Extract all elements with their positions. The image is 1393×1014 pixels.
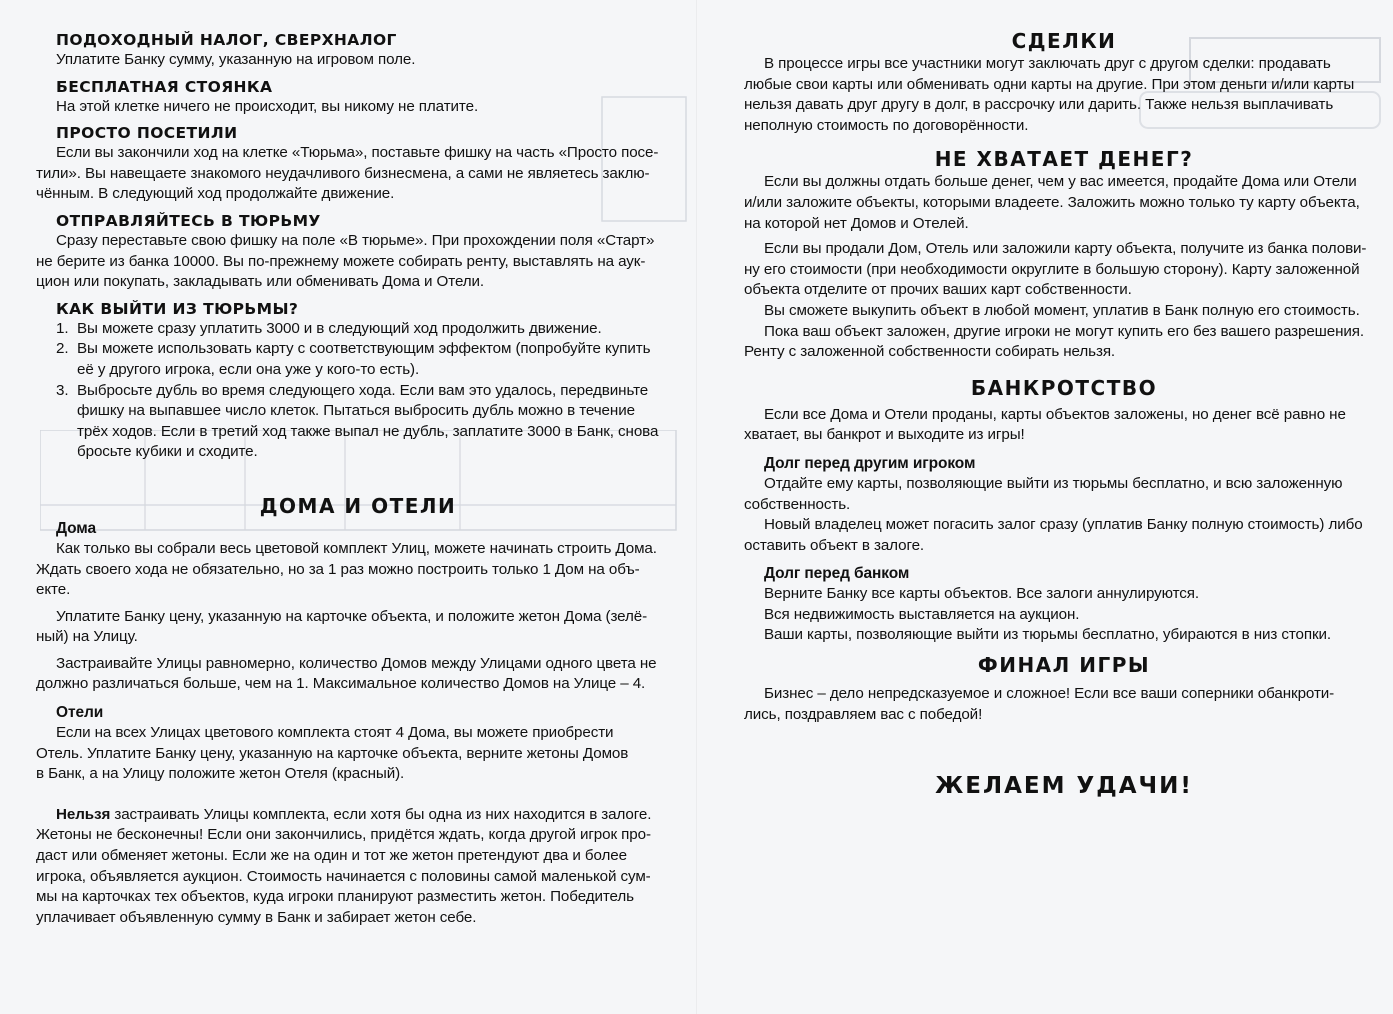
list-item bbox=[36, 381, 680, 463]
bankruptcy-line: хватает, вы банкрот и выходите из игры! bbox=[744, 426, 1025, 444]
left-page bbox=[36, 0, 680, 1014]
right-page bbox=[744, 0, 1384, 1014]
go-to-jail-line: Сразу переставьте свою фишку на поле «В тюрьме». При прохождении поля «Старт» bbox=[56, 231, 655, 249]
bankruptcy-line: Верните Банку все карты объектов. Все залоги аннулируются. bbox=[764, 585, 1199, 603]
section-heading-deals: СДЕЛКИ bbox=[1011, 29, 1117, 53]
list-line: её у другого игрока, если она уже у кого-то есть). bbox=[77, 360, 420, 378]
list-number: 1. bbox=[56, 319, 69, 337]
list-line: Вы можете сразу уплатить 3000 и в следующий ход продолжить движение. bbox=[77, 319, 602, 337]
page-fold bbox=[696, 0, 698, 1014]
subheading-hotels: Отели bbox=[56, 704, 104, 722]
no-money-line: Если вы должны отдать больше денег, чем у вас имеется, продайте Дома или Отели bbox=[764, 173, 1357, 191]
go-to-jail-line: не берите из банка 10000. Вы по-прежнему можете собирать ренту, выставлять на аук- bbox=[36, 252, 646, 270]
section-heading-no-money: НЕ ХВАТАЕТ ДЕНЕГ? bbox=[934, 147, 1194, 172]
deals-line: любые свои карты или обменивать одни карты на другие. При этом деньги и/или карты bbox=[744, 75, 1355, 93]
deals-line: В процессе игры все участники могут заключать друг с другом сделки: продавать bbox=[764, 55, 1331, 72]
hotels-line: Отель. Уплатите Банку цену, указанную на карточке объекта, верните жетоны Домов bbox=[36, 744, 629, 762]
parking-text: На этой клетке ничего не происходит, вы никому не платите. bbox=[56, 97, 479, 115]
no-money-line: и/или заложите объекты, которыми владеете. Заложить можно только ту карту объекта, bbox=[744, 193, 1360, 211]
leave-jail-list bbox=[36, 319, 680, 463]
mortgage-bold-word: Нельзя bbox=[56, 805, 111, 823]
houses-line: ный) на Улицу. bbox=[36, 628, 138, 646]
houses-line: должно различаться больше, чем на 1. Максимальное количество Домов на Улице – 4. bbox=[36, 675, 646, 693]
list-line: бросьте кубики и сходите. bbox=[77, 443, 258, 461]
visit-line: тили». Вы навещаете знакомого неудачливого бизнесмена, а сами не являетесь заклю- bbox=[36, 164, 650, 182]
deals-line: неполную стоимость по договорённости. bbox=[744, 116, 1029, 134]
no-money-line: на которой нет Домов и Отелей. bbox=[744, 214, 969, 232]
hotels-line: в Банк, а на Улицу положите жетон Отеля (красный). bbox=[36, 765, 405, 783]
good-luck-heading: ЖЕЛАЕМ УДАЧИ! bbox=[935, 773, 1193, 800]
subheading-houses: Дома bbox=[56, 519, 96, 537]
mortgage-line: игрока, объявляется аукцион. Стоимость начинается с половины самой маленькой сум- bbox=[36, 867, 651, 885]
list-item bbox=[36, 319, 680, 340]
bankruptcy-line: оставить объект в залоге. bbox=[744, 536, 925, 554]
bankruptcy-line: Ваши карты, позволяющие выйти из тюрьмы бесплатно, убираются в низ стопки. bbox=[764, 626, 1332, 644]
mortgage-line: мы на карточках тех объектов, куда игроки планируют разместить жетон. Победитель bbox=[36, 888, 634, 906]
final-line: Бизнес – дело непредсказуемое и сложное! Если все ваши соперники обанкроти- bbox=[764, 685, 1335, 703]
section-heading-houses-hotels: ДОМА И ОТЕЛИ bbox=[259, 493, 457, 518]
bankruptcy-line: Если все Дома и Отели проданы, карты объектов заложены, но денег всё равно не bbox=[764, 405, 1346, 423]
hotels-line: Если на всех Улицах цветового комплекта стоят 4 Дома, вы можете приобрести bbox=[56, 724, 614, 742]
section-heading-parking: БЕСПЛАТНАЯ СТОЯНКА bbox=[56, 77, 273, 96]
section-heading-final: ФИНАЛ ИГРЫ bbox=[977, 653, 1151, 678]
mortgage-line bbox=[36, 805, 680, 826]
section-heading-go-to-jail: ОТПРАВЛЯЙТЕСЬ В ТЮРЬМУ bbox=[56, 211, 321, 230]
section-heading-bankruptcy: БАНКРОТСТВО bbox=[970, 375, 1158, 400]
no-money-line: объекта отделите от прочих ваших карт собственности. bbox=[744, 281, 1132, 299]
houses-line: екте. bbox=[36, 581, 71, 599]
bankruptcy-line: Новый владелец может погасить залог сразу (уплатив Банку полную стоимость) либо bbox=[764, 516, 1363, 534]
houses-line: Как только вы собрали весь цветовой комплект Улиц, можете начинать строить Дома. bbox=[56, 539, 657, 557]
no-money-line: Если вы продали Дом, Отель или заложили карту объекта, получите из банка полови- bbox=[764, 240, 1367, 258]
list-line: фишку на выпавшее число клеток. Пытаться выбросить дубль можно в течение bbox=[77, 402, 635, 420]
visit-line: чённым. В следующий ход продолжайте движение. bbox=[36, 185, 395, 203]
no-money-line: Пока ваш объект заложен, другие игроки не могут купить его без вашего разрешения. bbox=[764, 322, 1365, 340]
no-money-line: ну его стоимости (при необходимости округлите в большую сторону). Карту заложенной bbox=[744, 260, 1360, 278]
tax-text: Уплатите Банку сумму, указанную на игровом поле. bbox=[56, 51, 416, 68]
mortgage-line: уплачивает объявленную сумму в Банк и забирает жетон себе. bbox=[36, 908, 477, 926]
subheading-debt-bank: Долг перед банком bbox=[764, 565, 910, 583]
list-line: Вы можете использовать карту с соответствующим эффектом (попробуйте купить bbox=[77, 340, 651, 358]
bankruptcy-line: собственность. bbox=[744, 495, 851, 513]
mortgage-line: даст или обменяет жетоны. Если же на один и тот же жетон претендуют два и более bbox=[36, 847, 627, 865]
section-heading-visit: ПРОСТО ПОСЕТИЛИ bbox=[56, 124, 238, 143]
houses-line: Застраивайте Улицы равномерно, количество Домов между Улицами одного цвета не bbox=[56, 654, 657, 672]
section-heading-tax: ПОДОХОДНЫЙ НАЛОГ, СВЕРХНАЛОГ bbox=[56, 31, 397, 49]
houses-line: Ждать своего хода не обязательно, но за 1 раз можно построить только 1 Дом на объ- bbox=[36, 560, 640, 578]
houses-line: Уплатите Банку цену, указанную на карточке объекта, и положите жетон Дома (зелё- bbox=[56, 607, 648, 625]
section-heading-leave-jail: КАК ВЫЙТИ ИЗ ТЮРЬМЫ? bbox=[56, 299, 299, 318]
list-line: трёх ходов. Если в третий ход также выпал не дубль, заплатите 3000 в Банк, снова bbox=[77, 422, 659, 440]
deals-line: нельзя давать друг другу в долг, в рассрочку или дарить. Также нельзя выплачивать bbox=[744, 96, 1334, 114]
no-money-line: Ренту с заложенной собственности собирать нельзя. bbox=[744, 343, 1116, 361]
no-money-line: Вы сможете выкупить объект в любой момент, уплатив в Банк полную его стоимость. bbox=[764, 301, 1360, 319]
final-line: лись, поздравляем вас с победой! bbox=[744, 705, 983, 723]
list-number: 3. bbox=[56, 381, 69, 399]
bankruptcy-line: Вся недвижимость выставляется на аукцион. bbox=[764, 605, 1080, 623]
subheading-debt-player: Долг перед другим игроком bbox=[764, 454, 976, 472]
list-number: 2. bbox=[56, 340, 69, 358]
mortgage-first-rest: застраивать Улицы комплекта, если хотя бы одна из них находится в залоге. bbox=[110, 805, 652, 823]
mortgage-line: Жетоны не бесконечны! Если они закончились, придётся ждать, когда другой игрок про- bbox=[36, 826, 651, 844]
bankruptcy-line: Отдайте ему карты, позволяющие выйти из тюрьмы бесплатно, и всю заложенную bbox=[764, 474, 1343, 492]
list-item bbox=[36, 339, 680, 380]
visit-line: Если вы закончили ход на клетке «Тюрьма», поставьте фишку на часть «Просто посе- bbox=[56, 144, 659, 162]
list-line: Выбросьте дубль во время следующего хода. Если вам это удалось, передвиньте bbox=[77, 381, 649, 399]
go-to-jail-line: цион или покупать, закладывать или обменивать Дома и Отели. bbox=[36, 273, 485, 291]
